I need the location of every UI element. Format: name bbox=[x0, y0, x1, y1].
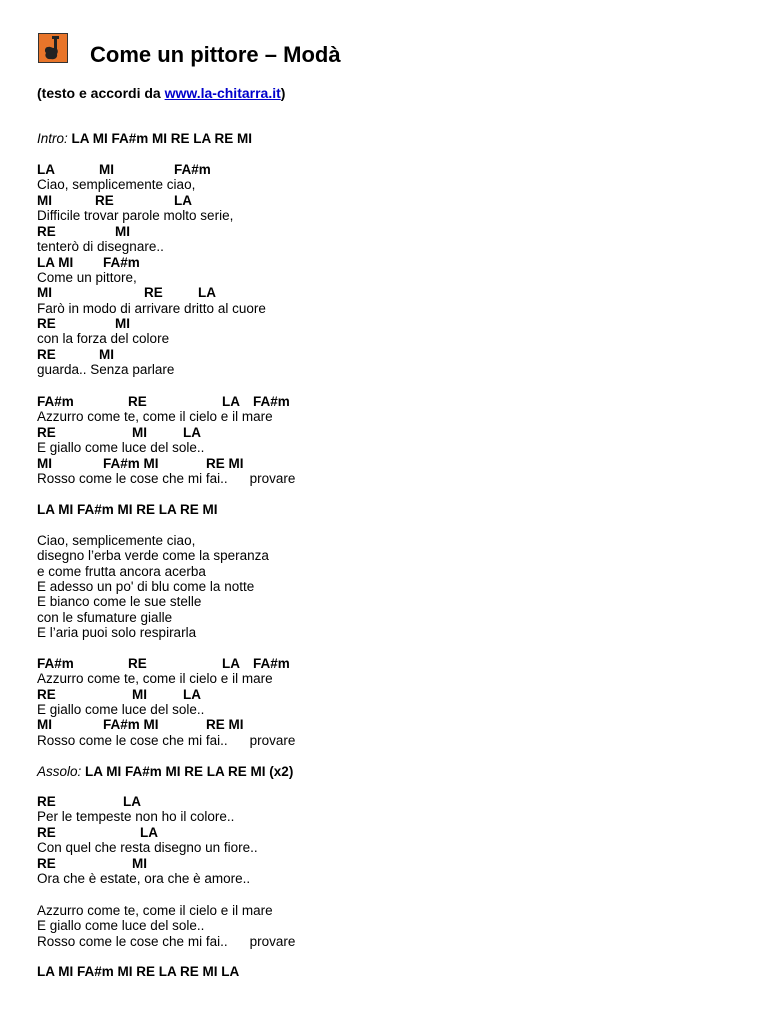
source-link[interactable]: www.la-chitarra.it bbox=[164, 85, 281, 101]
lyric-line: E giallo come luce del sole.. bbox=[37, 918, 205, 933]
lyric-line: e come frutta ancora acerba bbox=[37, 564, 206, 579]
lyric-line: Ora che è estate, ora che è amore.. bbox=[37, 871, 251, 886]
lyric-line: Ciao, semplicemente ciao, bbox=[37, 533, 196, 548]
lyric-line: Azzurro come te, come il cielo e il mare bbox=[37, 409, 273, 424]
lyric-line: Azzurro come te, come il cielo e il mare bbox=[37, 903, 273, 918]
lyric-line: con la forza del colore bbox=[37, 331, 170, 346]
source-line: (testo e accordi da www.la-chitarra.it) bbox=[37, 85, 286, 101]
lyric-line: E giallo come luce del sole.. bbox=[37, 702, 205, 717]
lyric-line: Rosso come le cose che mi fai.. provare bbox=[37, 934, 296, 949]
lyric-line: guarda.. Senza parlare bbox=[37, 362, 175, 377]
lyric-line: Rosso come le cose che mi fai.. provare bbox=[37, 471, 296, 486]
solo-line bbox=[37, 764, 293, 780]
lyric-line: Con quel che resta disegno un fiore.. bbox=[37, 840, 258, 855]
guitar-logo-icon bbox=[38, 33, 68, 63]
solo-chords: LA MI FA#m MI RE LA RE MI (x2) bbox=[85, 764, 294, 779]
lyric-line: E bianco come le sue stelle bbox=[37, 594, 202, 609]
lyric-line: Difficile trovar parole molto serie, bbox=[37, 208, 234, 223]
lyric-line: E adesso un po' di blu come la notte bbox=[37, 579, 255, 594]
intro-line bbox=[37, 131, 252, 147]
lyric-line: con le sfumature gialle bbox=[37, 610, 173, 625]
intro-label: Intro: bbox=[37, 131, 68, 146]
interlude-chords: LA MI FA#m MI RE LA RE MI bbox=[37, 502, 218, 517]
lyric-line: Azzurro come te, come il cielo e il mare bbox=[37, 671, 273, 686]
lyric-line: E l’aria puoi solo respirarla bbox=[37, 625, 197, 640]
intro-chords: LA MI FA#m MI RE LA RE MI bbox=[71, 131, 253, 146]
lyric-line: tenterò di disegnare.. bbox=[37, 239, 164, 254]
lyric-line: Per le tempeste non ho il colore.. bbox=[37, 809, 235, 824]
lyric-line: Rosso come le cose che mi fai.. provare bbox=[37, 733, 296, 748]
page-title: Come un pittore – Modà bbox=[90, 42, 341, 67]
solo-label: Assolo: bbox=[37, 764, 82, 779]
lyric-line: Ciao, semplicemente ciao, bbox=[37, 177, 196, 192]
lyric-line: E giallo come luce del sole.. bbox=[37, 440, 205, 455]
outro-chords: LA MI FA#m MI RE LA RE MI LA bbox=[37, 964, 240, 979]
lyric-line: Come un pittore, bbox=[37, 270, 137, 285]
lyric-line: disegno l’erba verde come la speranza bbox=[37, 548, 269, 563]
lyric-line: Farò in modo di arrivare dritto al cuore bbox=[37, 301, 266, 316]
